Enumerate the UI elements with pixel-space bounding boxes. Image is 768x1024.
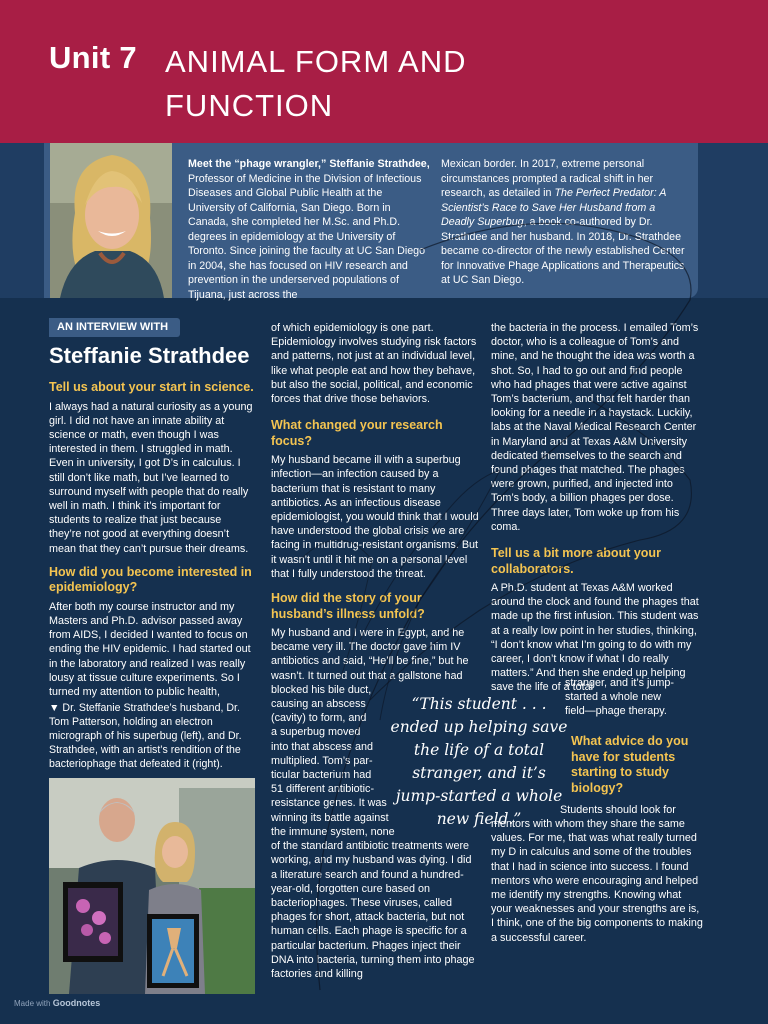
answer-narrow-line: a superbug moved [271, 726, 361, 739]
unit-number: Unit 7 [49, 40, 137, 75]
question-collaborators: Tell us a bit more about your collaborators. [491, 546, 661, 576]
answer-narrow-line: the immune system, none [271, 825, 395, 838]
book-title: The Perfect Predator: A Scientist’s Race to Save Her Husband from a Deadly Superbug [441, 187, 666, 228]
answer-advice-start: Students should look for [560, 804, 676, 816]
answer-narrow-line: field—phage therapy. [565, 705, 667, 718]
advice-question-block [571, 734, 711, 796]
intro-col1-text: Professor of Medicine in the Division of Infectious Diseases and Global Public Health at the University of California, San Diego. Born in Canada, she completed her M.Sc. and Ph.D. degrees in epidemiology at the University of Toronto. Since joining the faculty at UC San Diego in 2004, she has focused on HIV research and prevention in the underserved populations of Tijuana, just across the [188, 172, 426, 301]
intro-column-1 [188, 157, 431, 302]
intro-col2-text-b: , a book co-authored by Dr. Strathdee and her husband. In 2018, Dr. Strathdee became co-director of the newly established Center for Innovative Phage Applications and Therapeutics at UC San Diego. [441, 216, 685, 286]
answer-epidemiology: After both my course instructor and my Masters and Ph.D. advisor passed away from AIDS, I decided I wanted to focus on ending the HIV epidemic. I had started out in the laboratory and realized I was really lousy at tissue culture experiments. So I turned my attention to public health, [49, 600, 251, 698]
question-start-in-science: Tell us about your start in science. [49, 380, 254, 394]
couple-photo [49, 778, 255, 994]
unit-banner [0, 0, 768, 143]
portrait-photo [50, 143, 172, 298]
unit-title [165, 40, 565, 128]
advice-answer-start [560, 803, 710, 817]
intro-column-2 [441, 157, 689, 288]
intro-lead: Meet the “phage wrangler,” Steffanie Strathdee, [188, 158, 430, 170]
watermark-brand: Goodnotes [52, 998, 101, 1008]
question-husband-illness: How did the story of your husband’s illness unfold? [271, 591, 425, 621]
answer-narrow-line: ticular bacterium had [271, 769, 372, 782]
answer-start-in-science: I always had a natural curiosity as a young girl. I did not have an innate ability at science or math, even though I was interested in them. I struggled in math. Even in university, I got D’s in calculus. I still don’t like math, but I’ve learned to surround myself with people that do really well in math. I think it’s important for students to realize that just because they’re not good at everything doesn’t mean that they can’t pursue their dreams. [49, 400, 253, 555]
answer-narrow-line: resistance genes. It was [271, 797, 387, 810]
answer-narrow-line: multiplied. Tom’s par- [271, 754, 373, 767]
question-research-focus: What changed your research focus? [271, 418, 443, 448]
question-line: starting to study [571, 765, 669, 779]
column-1 [49, 380, 256, 699]
answer-narrow-line: causing an abscess [271, 698, 366, 711]
answer-husband-illness-end: the bacteria in the process. I emailed Tom’s doctor, who is a colleague of Tom’s and mine, and he thought the idea was worth a shot. So, I had to go out and find people who had phages that were active against Tom’s bacterium, and that felt harder than looking for a needle in a haystack. Luckily, labs at the Naval Medical Research Center in Maryland and at Texas A&M University dedicated themselves to the search and found phages that matched. The phages were grown, purified, and injected into Tom’s body, a billion phages per dose. Three days later, Tom woke up from his coma. [491, 322, 699, 533]
question-line: What advice do you [571, 734, 689, 748]
answer-narrow-line: into that abscess and [271, 740, 374, 753]
interview-tag: AN INTERVIEW WITH [49, 318, 180, 337]
answer-narrow-line: (cavity) to form, and [271, 712, 367, 725]
unit-title-line1: ANIMAL FORM AND [165, 44, 467, 79]
answer-narrow-line: 51 different antibiotic- [271, 783, 375, 796]
collaborators-narrow [565, 676, 705, 719]
answer-narrow-line: blocked his bile duct, [271, 683, 372, 696]
answer-husband-illness: My husband and I were in Egypt, and he became very ill. The doctor gave him IV antibiotics and said, “He’ll be fine,” but he wasn’t. It turned out that a gallstone had [271, 627, 469, 682]
answer-advice: mentors with whom they share the same values. For me, that was what really turned my D in calculus and some of the troubles that I had in science into success. I found mentors who were encouraging and helped me identify my strengths. Knowing what your weaknesses and your strengths are is, I think, one of the big components to making a successful career. [491, 818, 703, 944]
answer-narrow-line: winning its battle against [271, 811, 389, 824]
answer-narrow-line: stranger, and it’s jump- [565, 677, 675, 689]
question-line: biology? [571, 780, 624, 795]
answer-epidemiology-continued: of which epidemiology is one part. Epidemiology involves studying risk factors and patterns, not just at an individual level, like what people eat and how they behave, but also the social, political, and economic forces that drive those behaviors. [271, 322, 477, 406]
goodnotes-watermark [14, 998, 100, 1008]
watermark-prefix: Made with [14, 999, 51, 1008]
photo-caption: ▼ Dr. Steffanie Strathdee’s husband, Dr. Tom Patterson, holding an electron micrograph of his superbug (left), and Dr. Strathdee, with an artist’s rendition of the bacteriophage that defeated it (right). [49, 702, 242, 770]
unit-title-line2: FUNCTION [165, 88, 334, 123]
question-line: have for students [571, 749, 676, 764]
column-2 [271, 321, 479, 981]
advice-answer-block [491, 817, 703, 945]
answer-collaborators: A Ph.D. student at Texas A&M worked around the clock and found the phages that made up the first infusion. This student was at a really low point in her studies, thinking, “I don’t know what I’m going to do with my career, I don’t know if what I do really matters.” And then she ended up helping save the life of a total [491, 582, 699, 694]
answer-narrow-line: started a whole new [565, 691, 662, 704]
intro-col2-text-a: Mexican border. In 2017, extreme personal circumstances prompted a radical shift in her research, as detailed in [441, 158, 654, 199]
column-3 [491, 321, 703, 695]
question-advice [571, 734, 711, 796]
interviewee-name: Steffanie Strathdee [49, 343, 250, 368]
pull-quote: “This student . . . ended up helping save the life of a total stranger, and it’s jump-started a whole new field.” [390, 695, 568, 828]
answer-research-focus: My husband became ill with a superbug infection—an infection caused by a bacterium that is resistant to many antibiotics. As an infectious disease epidemiologist, you would think that I would have understood the global crisis we are facing in multidrug-resistant organisms. But it wasn’t until it hit me on a personal level that I fully understood the threat. [271, 454, 479, 580]
question-epidemiology: How did you become interested in epidemiology? [49, 564, 252, 595]
answer-husband-illness-cont: of the standard antibiotic treatments were working, and my husband was dying. I did a literature search and found a hundred-year-old, forgotten cure based on bacteriophages. These viruses, called phages for short, attack bacteria, but not human cells. Each phage is specific for a particular bacterium. Phages inject their DNA into bacteria, turning them into phage factories and killing [271, 840, 475, 980]
